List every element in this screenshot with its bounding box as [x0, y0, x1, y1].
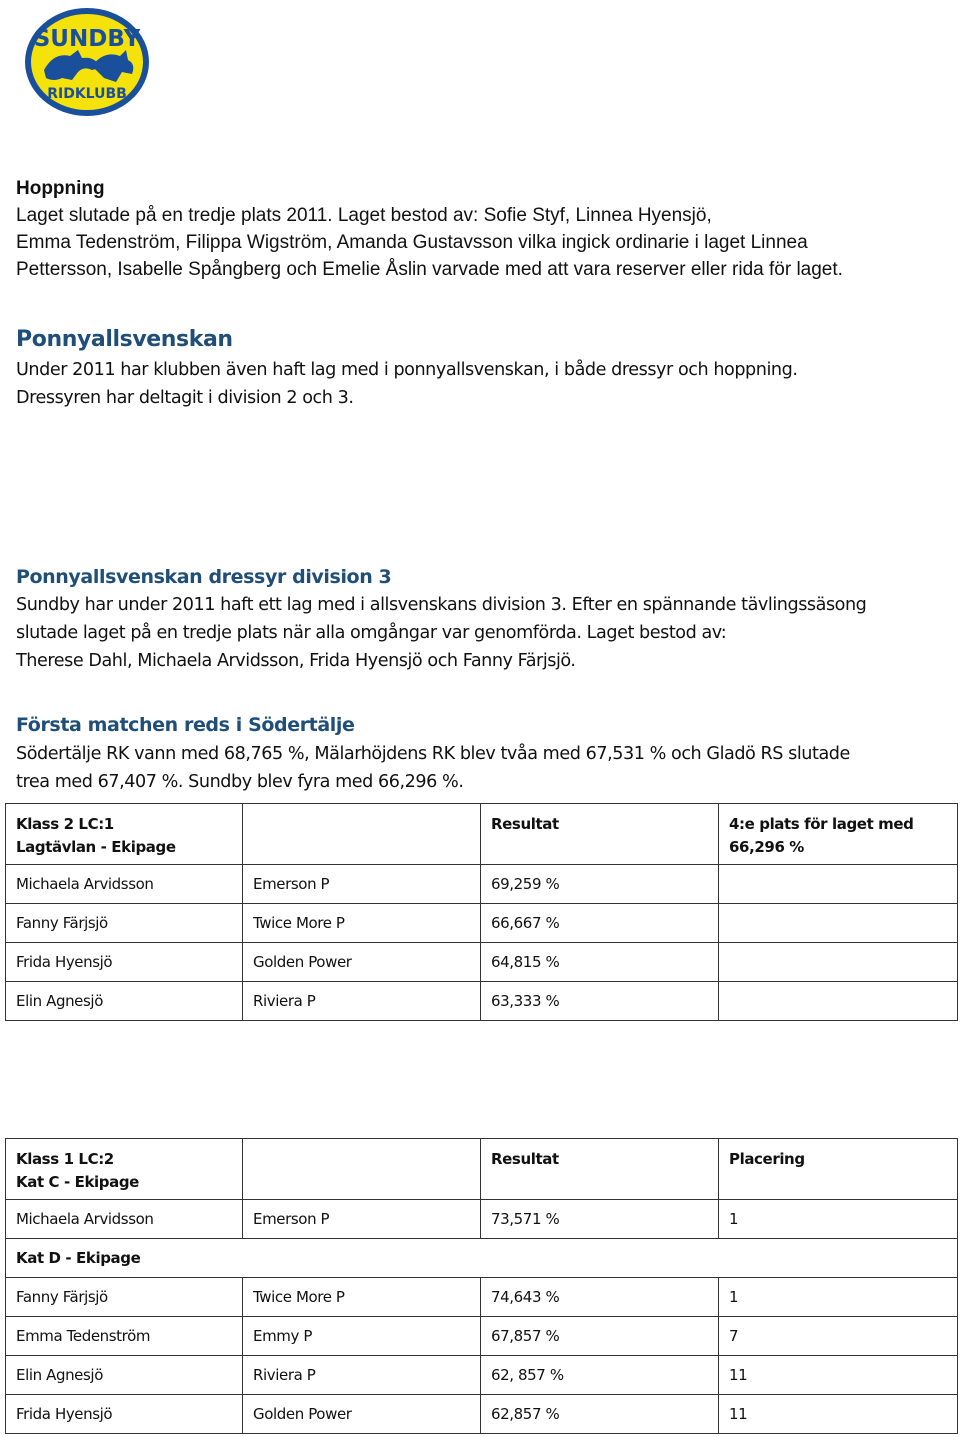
- logo-top-text: SUNDBY: [33, 26, 141, 52]
- class-label: Klass 1 LC:2: [16, 1150, 114, 1168]
- results-table-klass2: [5, 803, 958, 1021]
- forsta-matchen-title: Första matchen reds i Södertälje: [16, 714, 355, 736]
- place-cell: 1: [719, 1200, 958, 1239]
- table-header-row: [6, 804, 958, 865]
- forsta-matchen-body: [16, 740, 946, 796]
- place-cell: [719, 904, 958, 943]
- place-cell: 11: [719, 1356, 958, 1395]
- header-cell-class: [6, 804, 243, 865]
- header-cell-empty: [243, 804, 481, 865]
- team-placement-text: 4:e plats för laget med: [729, 815, 914, 833]
- header-cell-class: [6, 1139, 243, 1200]
- table-row: [6, 865, 958, 904]
- logo-bottom-text: RIDKLUBB: [47, 86, 127, 102]
- division3-body: [16, 591, 946, 675]
- result-cell: 73,571 %: [481, 1200, 719, 1239]
- hoppning-line: Emma Tedenström, Filippa Wigström, Amanda Gustavsson vilka ingick ordinarie i laget Linnea: [16, 232, 808, 253]
- horse-cell: Riviera P: [243, 982, 481, 1021]
- rider-cell: Michaela Arvidsson: [6, 865, 243, 904]
- result-cell: 66,667 %: [481, 904, 719, 943]
- hoppning-line: Pettersson, Isabelle Spångberg och Emelie Åslin varvade med att vara reserver eller rida för laget.: [16, 259, 843, 280]
- team-score-text: 66,296 %: [729, 838, 804, 856]
- table-row: [6, 1356, 958, 1395]
- table-row: [6, 1200, 958, 1239]
- result-cell: 63,333 %: [481, 982, 719, 1021]
- header-cell-empty: [243, 1139, 481, 1200]
- table-subheader-row: [6, 1239, 958, 1278]
- sundby-ridklubb-logo: [22, 6, 152, 118]
- class-label: Klass 2 LC:1: [16, 815, 114, 833]
- body-line: Therese Dahl, Michaela Arvidsson, Frida Hyensjö och Fanny Färjsjö.: [16, 651, 576, 671]
- ponnyallsvenskan-title: Ponnyallsvenskan: [16, 327, 233, 352]
- rider-cell: Elin Agnesjö: [6, 982, 243, 1021]
- result-cell: 67,857 %: [481, 1317, 719, 1356]
- horse-cell: Emerson P: [243, 865, 481, 904]
- rider-cell: Michaela Arvidsson: [6, 1200, 243, 1239]
- table-header-row: [6, 1139, 958, 1200]
- body-line: Sundby har under 2011 haft ett lag med i allsvenskans division 3. Efter en spännande tävlingssäsong: [16, 595, 867, 615]
- body-line: Dressyren har deltagit i division 2 och 3.: [16, 388, 354, 408]
- horse-cell: Golden Power: [243, 943, 481, 982]
- category-label: Lagtävlan - Ekipage: [16, 838, 176, 856]
- table-row: [6, 1395, 958, 1434]
- hoppning-title: Hoppning: [16, 178, 105, 199]
- place-cell: [719, 982, 958, 1021]
- horse-cell: Riviera P: [243, 1356, 481, 1395]
- body-line: Södertälje RK vann med 68,765 %, Mälarhöjdens RK blev tvåa med 67,531 % och Gladö RS slutade: [16, 744, 850, 764]
- table-row: [6, 1278, 958, 1317]
- results-table-klass1: [5, 1138, 958, 1434]
- header-cell-result: Resultat: [481, 1139, 719, 1200]
- division3-title: Ponnyallsvenskan dressyr division 3: [16, 566, 392, 588]
- table-row: [6, 904, 958, 943]
- body-line: Under 2011 har klubben även haft lag med i ponnyallsvenskan, i både dressyr och hoppning.: [16, 360, 798, 380]
- horse-cell: Emmy P: [243, 1317, 481, 1356]
- rider-cell: Emma Tedenström: [6, 1317, 243, 1356]
- place-cell: 1: [719, 1278, 958, 1317]
- rider-cell: Frida Hyensjö: [6, 943, 243, 982]
- header-cell-result: Resultat: [481, 804, 719, 865]
- rider-cell: Fanny Färjsjö: [6, 1278, 243, 1317]
- table-row: [6, 1317, 958, 1356]
- body-line: slutade laget på en tredje plats när alla omgångar var genomförda. Laget bestod av:: [16, 623, 727, 643]
- ponnyallsvenskan-body: [16, 356, 946, 412]
- hoppning-line: Laget slutade på en tredje plats 2011. Laget bestod av: Sofie Styf, Linnea Hyensjö,: [16, 205, 712, 226]
- header-cell-team-placement: [719, 804, 958, 865]
- rider-cell: Frida Hyensjö: [6, 1395, 243, 1434]
- place-cell: 7: [719, 1317, 958, 1356]
- table-row: [6, 943, 958, 982]
- category-label: Kat C - Ekipage: [16, 1173, 139, 1191]
- horse-cell: Twice More P: [243, 1278, 481, 1317]
- rider-cell: Fanny Färjsjö: [6, 904, 243, 943]
- horse-cell: Golden Power: [243, 1395, 481, 1434]
- place-cell: [719, 865, 958, 904]
- result-cell: 74,643 %: [481, 1278, 719, 1317]
- body-line: trea med 67,407 %. Sundby blev fyra med 66,296 %.: [16, 772, 464, 792]
- rider-cell: Elin Agnesjö: [6, 1356, 243, 1395]
- table-row: [6, 982, 958, 1021]
- result-cell: 64,815 %: [481, 943, 719, 982]
- place-cell: [719, 943, 958, 982]
- hoppning-section: [16, 175, 946, 283]
- horse-cell: Twice More P: [243, 904, 481, 943]
- header-cell-placement: Placering: [719, 1139, 958, 1200]
- result-cell: 69,259 %: [481, 865, 719, 904]
- place-cell: 11: [719, 1395, 958, 1434]
- horse-cell: Emerson P: [243, 1200, 481, 1239]
- result-cell: 62, 857 %: [481, 1356, 719, 1395]
- category-subheader: Kat D - Ekipage: [6, 1239, 958, 1278]
- result-cell: 62,857 %: [481, 1395, 719, 1434]
